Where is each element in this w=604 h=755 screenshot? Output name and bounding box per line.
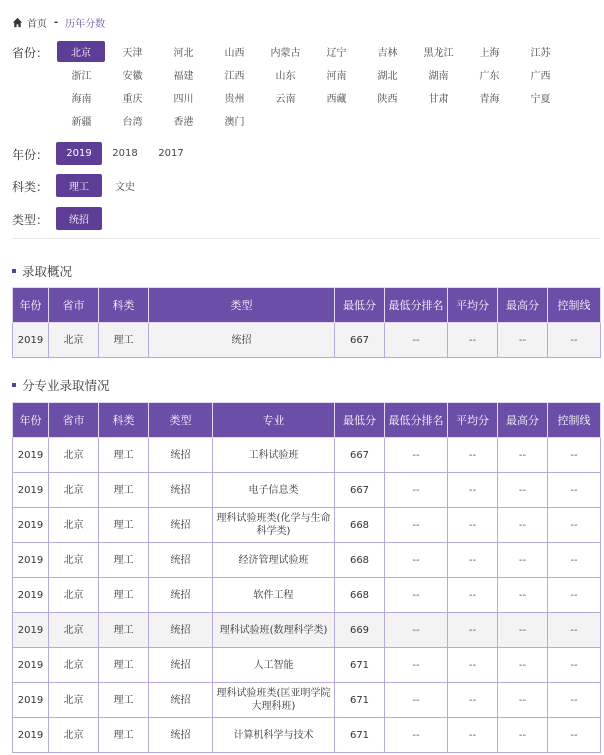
table-cell: -- bbox=[385, 578, 448, 613]
table-cell: 北京 bbox=[49, 508, 99, 543]
table-cell: 软件工程 bbox=[213, 578, 335, 613]
table-cell: 667 bbox=[335, 323, 385, 358]
province-option[interactable]: 山西 bbox=[224, 48, 245, 59]
table-cell: -- bbox=[448, 683, 498, 718]
table-row bbox=[13, 578, 601, 613]
overview-title bbox=[12, 262, 72, 280]
table-cell: 统招 bbox=[149, 508, 213, 543]
table-cell: 理科试验班类(匡亚明学院大理科班) bbox=[213, 683, 335, 718]
table-cell: -- bbox=[385, 648, 448, 683]
column-header: 最高分 bbox=[498, 288, 548, 323]
breadcrumb-home-link[interactable]: 首页 bbox=[27, 18, 47, 30]
table-cell: 671 bbox=[335, 718, 385, 753]
table-cell: 计算机科学与技术 bbox=[213, 718, 335, 753]
province-label: 省份： bbox=[12, 46, 49, 60]
majors-title bbox=[12, 376, 110, 394]
type-options bbox=[56, 207, 102, 230]
province-option[interactable]: 上海 bbox=[479, 48, 500, 59]
column-header: 科类 bbox=[99, 288, 149, 323]
province-option[interactable]: 台湾 bbox=[122, 117, 143, 128]
province-option[interactable]: 内蒙古 bbox=[270, 48, 301, 59]
table-cell: -- bbox=[498, 718, 548, 753]
table-cell: 671 bbox=[335, 648, 385, 683]
breadcrumb bbox=[12, 14, 105, 30]
column-header: 最低分排名 bbox=[385, 288, 448, 323]
table-cell: -- bbox=[385, 543, 448, 578]
table-cell: 理工 bbox=[99, 323, 149, 358]
table-cell: 理工 bbox=[99, 543, 149, 578]
province-option[interactable]: 山东 bbox=[275, 71, 296, 82]
table-row bbox=[13, 648, 601, 683]
table-cell: 理工 bbox=[99, 438, 149, 473]
table-cell: -- bbox=[498, 473, 548, 508]
province-option[interactable]: 西藏 bbox=[326, 94, 347, 105]
table-cell: 671 bbox=[335, 683, 385, 718]
table-cell: 北京 bbox=[49, 578, 99, 613]
table-row bbox=[13, 718, 601, 753]
province-option[interactable]: 澳门 bbox=[224, 117, 245, 128]
table-row bbox=[13, 508, 601, 543]
divider bbox=[12, 238, 600, 239]
province-option[interactable]: 重庆 bbox=[122, 94, 143, 105]
table-cell: -- bbox=[548, 683, 601, 718]
type-label: 类型： bbox=[12, 213, 49, 227]
table-cell: 北京 bbox=[49, 613, 99, 648]
table-cell: 理科试验班(数理科学类) bbox=[213, 613, 335, 648]
province-option[interactable]: 福建 bbox=[173, 71, 194, 82]
subject-option[interactable]: 理工 bbox=[56, 174, 102, 197]
table-row bbox=[13, 438, 601, 473]
table-cell: 人工智能 bbox=[213, 648, 335, 683]
province-option[interactable]: 贵州 bbox=[224, 94, 245, 105]
table-cell: 统招 bbox=[149, 323, 335, 358]
table-cell: -- bbox=[498, 508, 548, 543]
table-cell: -- bbox=[498, 613, 548, 648]
table-cell: -- bbox=[498, 323, 548, 358]
table-cell: -- bbox=[548, 438, 601, 473]
section-bullet-icon bbox=[12, 383, 16, 387]
province-option[interactable]: 安徽 bbox=[122, 71, 143, 82]
table-cell: 668 bbox=[335, 543, 385, 578]
table-cell: -- bbox=[548, 543, 601, 578]
province-option[interactable]: 江西 bbox=[224, 71, 245, 82]
year-label: 年份： bbox=[12, 148, 49, 162]
province-option[interactable]: 河北 bbox=[173, 48, 194, 59]
table-cell: 669 bbox=[335, 613, 385, 648]
table-cell: -- bbox=[385, 438, 448, 473]
table-cell: 北京 bbox=[49, 438, 99, 473]
table-cell: -- bbox=[448, 508, 498, 543]
table-cell: -- bbox=[498, 683, 548, 718]
table-cell: 统招 bbox=[149, 438, 213, 473]
table-cell: 经济管理试验班 bbox=[213, 543, 335, 578]
table-cell: 2019 bbox=[13, 473, 49, 508]
province-option[interactable]: 四川 bbox=[173, 94, 194, 105]
column-header: 年份 bbox=[13, 288, 49, 323]
province-option[interactable]: 香港 bbox=[173, 117, 194, 128]
column-header: 最低分 bbox=[335, 403, 385, 438]
table-cell: 统招 bbox=[149, 648, 213, 683]
table-cell: 统招 bbox=[149, 718, 213, 753]
table-cell: -- bbox=[548, 648, 601, 683]
table-cell: 北京 bbox=[49, 323, 99, 358]
section-bullet-icon bbox=[12, 269, 16, 273]
table-row bbox=[13, 683, 601, 718]
table-cell: -- bbox=[498, 438, 548, 473]
majors-table bbox=[12, 402, 601, 753]
table-cell: 统招 bbox=[149, 683, 213, 718]
province-option[interactable]: 河南 bbox=[326, 71, 347, 82]
table-cell: 2019 bbox=[13, 613, 49, 648]
breadcrumb-separator: - bbox=[54, 16, 59, 28]
table-cell: 北京 bbox=[49, 648, 99, 683]
province-option[interactable]: 新疆 bbox=[71, 117, 92, 128]
table-cell: 统招 bbox=[149, 473, 213, 508]
table-cell: -- bbox=[498, 543, 548, 578]
table-cell: 理工 bbox=[99, 473, 149, 508]
table-cell: 理工 bbox=[99, 578, 149, 613]
table-cell: 667 bbox=[335, 473, 385, 508]
province-option[interactable]: 湖南 bbox=[428, 71, 449, 82]
year-option[interactable]: 2019 bbox=[56, 142, 102, 165]
subject-label: 科类： bbox=[12, 180, 49, 194]
table-cell: 理工 bbox=[99, 683, 149, 718]
table-cell: 2019 bbox=[13, 543, 49, 578]
column-header: 最低分排名 bbox=[385, 403, 448, 438]
table-cell: 668 bbox=[335, 578, 385, 613]
province-option[interactable]: 宁夏 bbox=[530, 94, 551, 105]
table-cell: 北京 bbox=[49, 473, 99, 508]
province-option[interactable]: 广西 bbox=[530, 71, 551, 82]
column-header: 专业 bbox=[213, 403, 335, 438]
table-cell: 工科试验班 bbox=[213, 438, 335, 473]
province-option[interactable]: 辽宁 bbox=[326, 48, 347, 59]
province-option[interactable]: 甘肃 bbox=[428, 94, 449, 105]
table-cell: 667 bbox=[335, 438, 385, 473]
province-option[interactable]: 海南 bbox=[71, 94, 92, 105]
table-cell: -- bbox=[448, 473, 498, 508]
table-cell: -- bbox=[385, 683, 448, 718]
overview-table bbox=[12, 287, 601, 358]
table-cell: 2019 bbox=[13, 718, 49, 753]
table-cell: -- bbox=[385, 323, 448, 358]
overview-title-text: 录取概况 bbox=[22, 264, 73, 279]
column-header: 类型 bbox=[149, 403, 213, 438]
column-header: 平均分 bbox=[448, 288, 498, 323]
subject-options bbox=[56, 174, 148, 197]
table-cell: -- bbox=[448, 323, 498, 358]
table-cell: 北京 bbox=[49, 683, 99, 718]
table-cell: 统招 bbox=[149, 578, 213, 613]
table-cell: 2019 bbox=[13, 508, 49, 543]
year-option[interactable]: 2017 bbox=[158, 148, 184, 159]
province-option[interactable]: 云南 bbox=[275, 94, 296, 105]
home-icon[interactable] bbox=[12, 17, 23, 28]
table-cell: 电子信息类 bbox=[213, 473, 335, 508]
table-cell: 理工 bbox=[99, 648, 149, 683]
table-cell: 2019 bbox=[13, 438, 49, 473]
table-cell: -- bbox=[548, 323, 601, 358]
table-row bbox=[13, 543, 601, 578]
breadcrumb-current[interactable]: 历年分数 bbox=[65, 18, 106, 30]
table-cell: -- bbox=[448, 543, 498, 578]
majors-title-text: 分专业录取情况 bbox=[22, 378, 110, 393]
year-option[interactable]: 2018 bbox=[112, 148, 138, 159]
province-option[interactable]: 北京 bbox=[57, 41, 105, 62]
column-header: 控制线 bbox=[548, 403, 601, 438]
table-cell: 2019 bbox=[13, 683, 49, 718]
table-cell: -- bbox=[498, 648, 548, 683]
table-cell: -- bbox=[385, 718, 448, 753]
column-header: 省市 bbox=[49, 288, 99, 323]
province-option[interactable]: 浙江 bbox=[71, 71, 92, 82]
province-option[interactable]: 青海 bbox=[479, 94, 500, 105]
table-cell: -- bbox=[448, 718, 498, 753]
table-cell: 统招 bbox=[149, 543, 213, 578]
column-header: 控制线 bbox=[548, 288, 601, 323]
table-cell: 理工 bbox=[99, 718, 149, 753]
subject-option[interactable]: 文史 bbox=[115, 182, 135, 193]
table-cell: -- bbox=[548, 473, 601, 508]
table-cell: -- bbox=[448, 578, 498, 613]
table-cell: -- bbox=[498, 578, 548, 613]
table-cell: 2019 bbox=[13, 648, 49, 683]
province-option[interactable]: 吉林 bbox=[377, 48, 398, 59]
province-option[interactable]: 黑龙江 bbox=[423, 48, 454, 59]
table-cell: -- bbox=[548, 613, 601, 648]
table-cell: 北京 bbox=[49, 718, 99, 753]
table-cell: -- bbox=[448, 648, 498, 683]
table-cell: 理工 bbox=[99, 613, 149, 648]
province-options bbox=[56, 40, 566, 132]
table-cell: -- bbox=[548, 578, 601, 613]
table-row bbox=[13, 473, 601, 508]
province-option[interactable]: 广东 bbox=[479, 71, 500, 82]
column-header: 最高分 bbox=[498, 403, 548, 438]
column-header: 最低分 bbox=[335, 288, 385, 323]
table-cell: -- bbox=[548, 718, 601, 753]
column-header: 科类 bbox=[99, 403, 149, 438]
table-cell: -- bbox=[385, 473, 448, 508]
column-header: 类型 bbox=[149, 288, 335, 323]
table-row bbox=[13, 613, 601, 648]
table-row bbox=[13, 323, 601, 358]
year-options bbox=[56, 142, 194, 165]
table-cell: 北京 bbox=[49, 543, 99, 578]
table-cell: 2019 bbox=[13, 323, 49, 358]
table-cell: -- bbox=[448, 438, 498, 473]
province-option[interactable]: 陕西 bbox=[377, 94, 398, 105]
table-cell: -- bbox=[448, 613, 498, 648]
table-cell: -- bbox=[385, 508, 448, 543]
table-cell: 668 bbox=[335, 508, 385, 543]
column-header: 平均分 bbox=[448, 403, 498, 438]
table-cell: 理科试验班类(化学与生命科学类) bbox=[213, 508, 335, 543]
table-cell: 2019 bbox=[13, 578, 49, 613]
province-option[interactable]: 江苏 bbox=[530, 48, 551, 59]
province-option[interactable]: 湖北 bbox=[377, 71, 398, 82]
province-option[interactable]: 天津 bbox=[122, 48, 143, 59]
column-header: 年份 bbox=[13, 403, 49, 438]
type-option[interactable]: 统招 bbox=[56, 207, 102, 230]
table-cell: -- bbox=[548, 508, 601, 543]
table-cell: 统招 bbox=[149, 613, 213, 648]
column-header: 省市 bbox=[49, 403, 99, 438]
table-cell: -- bbox=[385, 613, 448, 648]
table-cell: 理工 bbox=[99, 508, 149, 543]
